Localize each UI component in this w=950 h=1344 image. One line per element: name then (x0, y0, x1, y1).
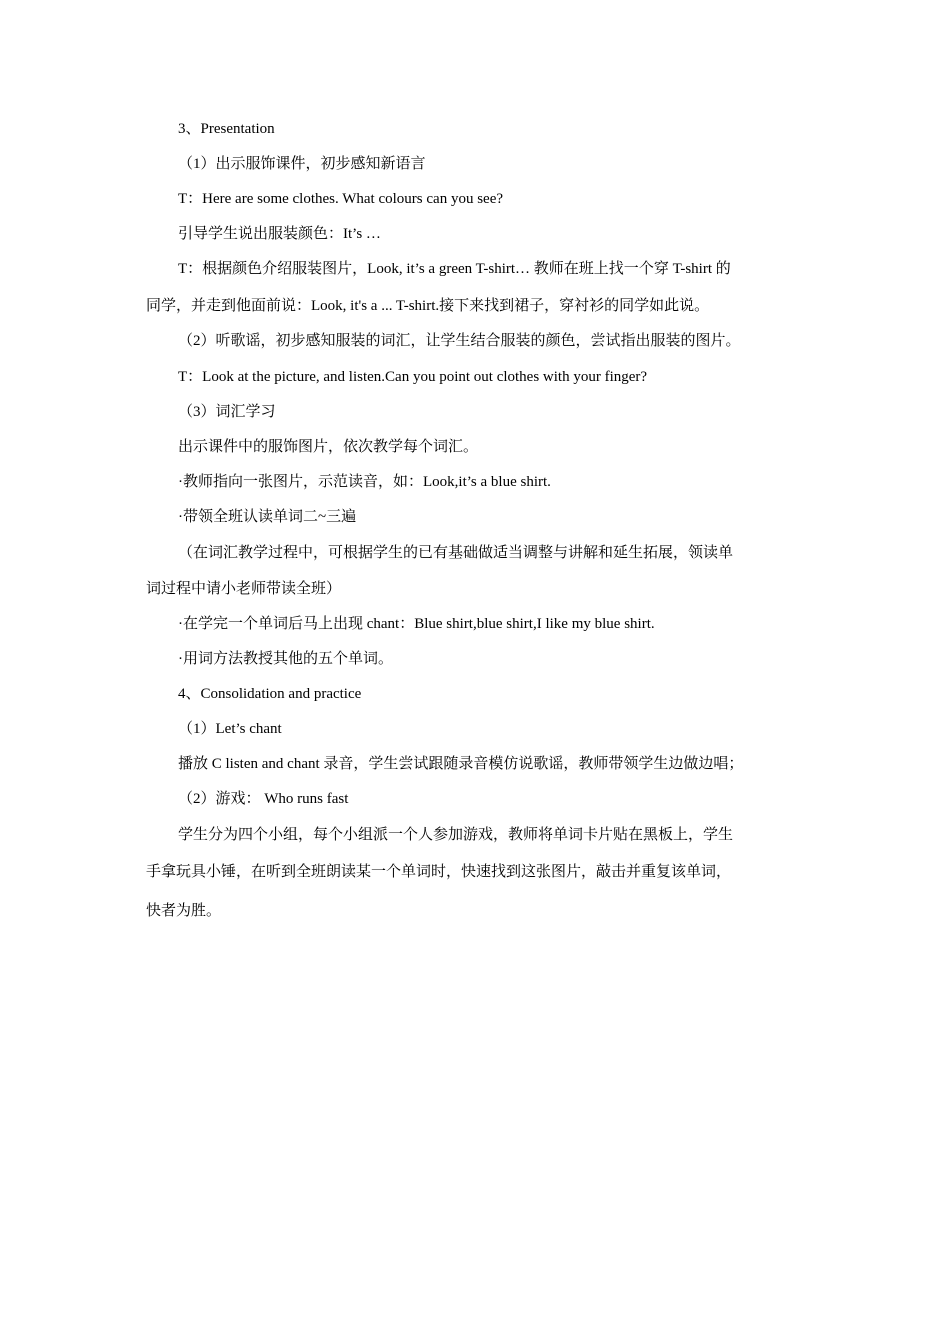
section-heading-presentation: 3、Presentation (178, 121, 275, 137)
text-line: T：根据颜色介绍服装图片，Look, it’s a green T-shirt… 教师在班上找一个穿 T-shirt 的 (178, 261, 731, 277)
text-line: ·带领全班认读单词二~三遍 (178, 509, 357, 525)
text-line: （1）Let’s chant (178, 721, 282, 737)
text-line: T：Look at the picture, and listen.Can you point out clothes with your finger? (178, 369, 648, 385)
text-line: （2）游戏： Who runs fast (178, 791, 349, 807)
text-line: 词过程中请小老师带读全班） (146, 581, 342, 597)
text-line: 同学，并走到他面前说：Look, it's a ... T-shirt.接下来找到裙子，穿衬衫的同学如此说。 (146, 298, 710, 314)
text-line: ·教师指向一张图片，示范读音，如：Look,it’s a blue shirt. (178, 474, 551, 490)
text-line: 快者为胜。 (146, 903, 222, 919)
text-line: （在词汇教学过程中，可根据学生的已有基础做适当调整与讲解和延生拓展，领读单 (178, 545, 734, 561)
text-line: T：Here are some clothes. What colours can you see? (178, 191, 504, 207)
text-line: ·在学完一个单词后马上出现 chant：Blue shirt,blue shirt,I like my blue shirt. (178, 616, 655, 632)
text-line: 引导学生说出服装颜色：It’s … (178, 226, 381, 242)
text-line: 学生分为四个小组，每个小组派一个人参加游戏，教师将单词卡片贴在黑板上，学生 (178, 827, 734, 843)
text-line: 出示课件中的服饰图片，依次教学每个词汇。 (178, 439, 479, 455)
text-line: ·用词方法教授其他的五个单词。 (178, 651, 393, 667)
text-line: （3）词汇学习 (178, 404, 276, 420)
text-line: （2）听歌谣，初步感知服装的词汇，让学生结合服装的颜色，尝试指出服装的图片。 (178, 333, 741, 349)
text-line: 手拿玩具小锤，在听到全班朗读某一个单词时，快速找到这张图片，敲击并重复该单词， (146, 864, 732, 880)
section-heading-consolidation: 4、Consolidation and practice (178, 686, 362, 702)
text-line: 播放 C listen and chant 录音，学生尝试跟随录音模仿说歌谣，教师带领学生边做边唱； (178, 756, 744, 772)
text-line: （1）出示服饰课件，初步感知新语言 (178, 156, 426, 172)
